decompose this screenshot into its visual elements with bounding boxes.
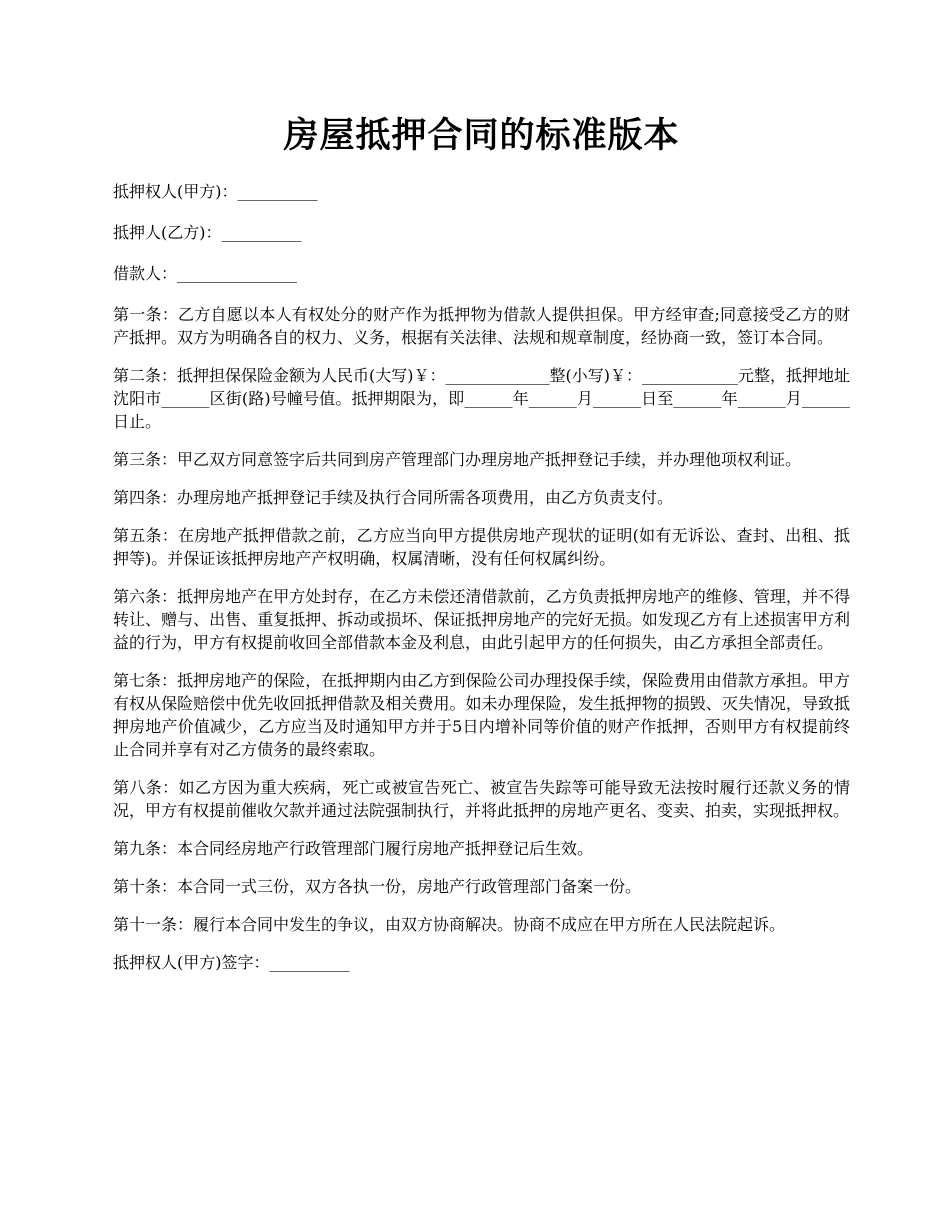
clause-8: 第八条：如乙方因为重大疾病，死亡或被宣告死亡、被宣告失踪等可能导致无法按时履行还款义务的情况，甲方有权提前催收欠款并通过法院强制执行，并将此抵押的房地产更名、变卖、拍卖，实现抵押权。: [113, 778, 850, 820]
clause-11: 第十一条：履行本合同中发生的争议，由双方协商解决。协商不成应在甲方所在人民法院起诉。: [113, 915, 786, 934]
clause-10: 第十条：本合同一式三份，双方各执一份，房地产行政管理部门备案一份。: [113, 877, 642, 896]
signature-field: 抵押权人(甲方)签字：__________: [113, 953, 350, 972]
mortgagee-field: 抵押权人(甲方)：__________: [113, 182, 318, 201]
clause-9: 第九条：本合同经房地产行政管理部门履行房地产抵押登记后生效。: [113, 839, 594, 858]
clause-5: 第五条：在房地产抵押借款之前，乙方应当向甲方提供房地产现状的证明(如有无诉讼、查封、出租、抵押等)。并保证该抵押房地产产权明确，权属清晰，没有任何权属纠纷。: [113, 526, 850, 568]
document-title: 房屋抵押合同的标准版本: [283, 115, 680, 156]
borrower-field: 借款人：_______________: [113, 264, 298, 283]
mortgagor-field: 抵押人(乙方)：__________: [113, 223, 302, 242]
document-page: [113, 112, 850, 992]
clause-6: 第六条：抵押房地产在甲方处封存，在乙方未偿还清借款前，乙方负责抵押房地产的维修、管理，并不得转让、赠与、出售、重复抵押、拆动或损坏、保证抵押房地产的完好无损。如发现乙方有上述损害甲方利益的行为，甲方有权提前收回全部借款本金及利息，由此引起甲方的任何损失，由乙方承担全部责任。: [113, 587, 850, 652]
clause-1: 第一条：乙方自愿以本人有权处分的财产作为抵押物为借款人提供担保。甲方经审查;同意接受乙方的财产抵押。双方为明确各自的权力、义务，根据有关法律、法规和规章制度，经协商一致，签订本合同。: [113, 305, 850, 347]
clause-3: 第三条：甲乙双方同意签字后共同到房产管理部门办理房地产抵押登记手续，并办理他项权利证。: [113, 450, 802, 469]
clause-7: 第七条：抵押房地产的保险，在抵押期内由乙方到保险公司办理投保手续，保险费用由借款方承担。甲方有权从保险赔偿中优先收回抵押借款及相关费用。如未办理保险，发生抵押物的损毁、灭失情况，导致抵押房地产价值减少，乙方应当及时通知甲方并于5日内增补同等价值的财产作抵押，否则甲方有权提前终止合同并享有对乙方债务的最终索取。: [113, 671, 850, 759]
clause-2: 第二条：抵押担保保险金额为人民币(大写)￥：_____________整(小写)￥：____________元整，抵押地址沈阳市______区街(路)号幢号值。抵押期限为，即______年______月______日至______年______月______日止。: [113, 366, 850, 431]
clause-4: 第四条：办理房地产抵押登记手续及执行合同所需各项费用，由乙方负责支付。: [113, 488, 674, 507]
